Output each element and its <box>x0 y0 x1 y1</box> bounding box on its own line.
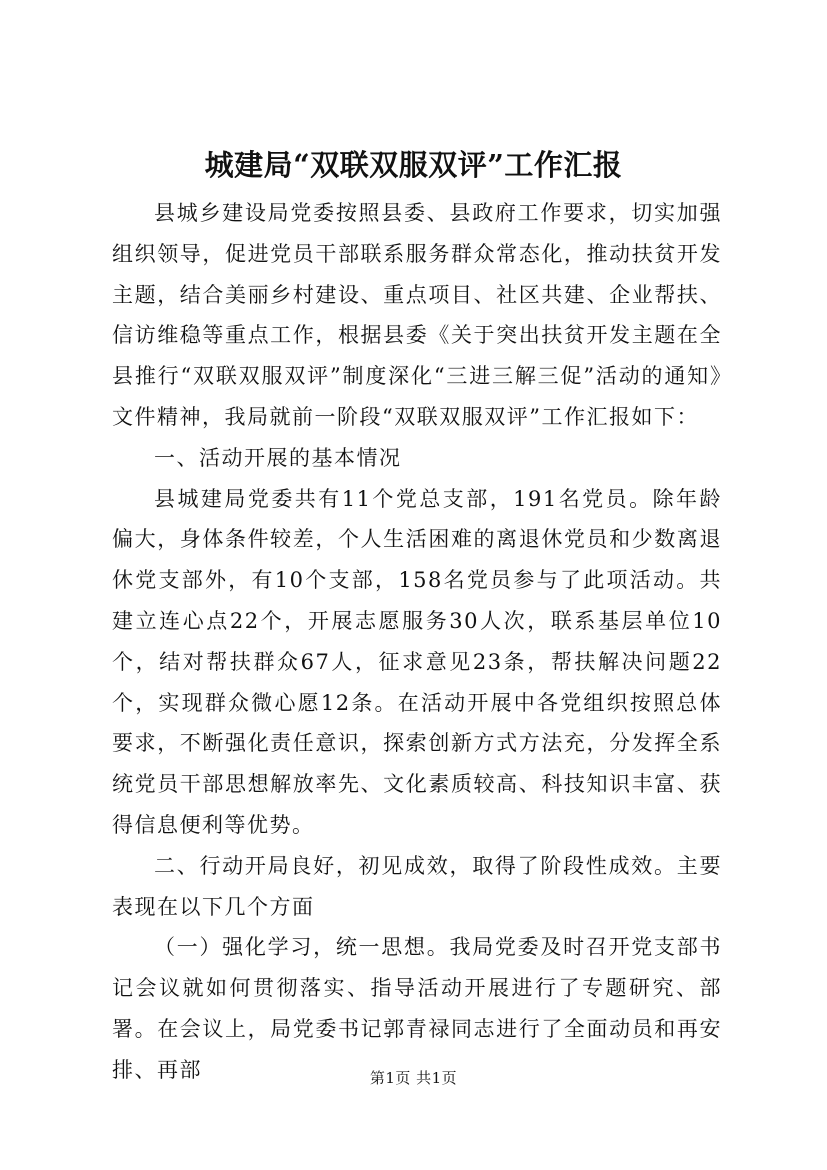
paragraph-intro: 县城乡建设局党委按照县委、县政府工作要求，切实加强组织领导，促进党员干部联系服务群众常态化，推动扶贫开发主题，结合美丽乡村建设、重点项目、社区共建、企业帮扶、信访维稳等重点工作，根据县委《关于突出扶贫开发主题在全县推行“双联双服双评”制度深化“三进三解三促”活动的通知》文件精神，我局就前一阶段“双联双服双评”工作汇报如下： <box>112 201 722 429</box>
paragraph-basic-situation: 县城建局党委共有11个党总支部，191名党员。除年龄偏大，身体条件较差，个人生活困难的离退休党员和少数离退休党支部外，有10个支部，158名党员参与了此项活动。共建立连心点22个，开展志愿服务30人次，联系基层单位10个，结对帮扶群众67人，征求意见23条，帮扶解决问题22个，实现群众微心愿12条。在活动开展中各党组织按照总体要求，不断强化责任意识，探索创新方式方法充，分发挥全系统党员干部思想解放率先、文化素质较高、科技知识丰富、获得信息便利等优势。 <box>112 486 722 837</box>
section-heading-1: 一、活动开展的基本情况 <box>154 445 402 470</box>
section-heading-2: 二、行动开局良好，初见成效，取得了阶段性成效。主要表现在以下几个方面 <box>112 853 722 919</box>
document-title: 城建局“双联双服双评”工作汇报 <box>204 148 623 182</box>
paragraph-study: （一）强化学习，统一思想。我局党委及时召开党支部书记会议就如何贯彻落实、指导活动开展进行了专题研究、部署。在会议上，局党委书记郭青禄同志进行了全面动员和再安排、再部 <box>112 935 722 1082</box>
page-footer: 第1页 共1页 <box>369 1069 458 1087</box>
document-body <box>112 193 722 1091</box>
